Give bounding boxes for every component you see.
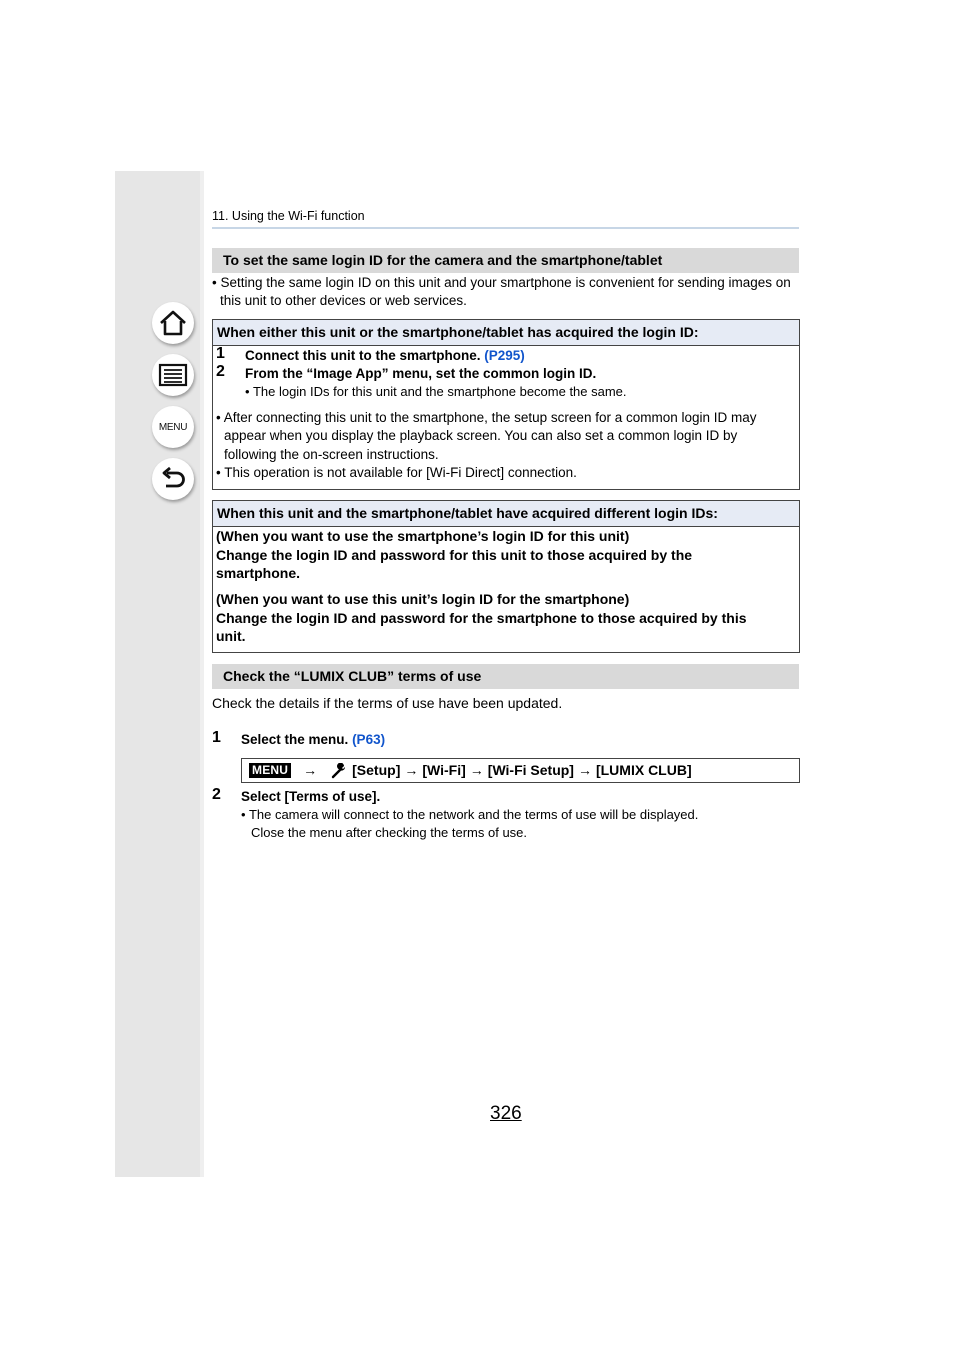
step-bullet-cont: Close the menu after checking the terms of use. [251, 825, 528, 840]
case-heading: (When you want to use the smartphone’s login ID for this unit) [216, 528, 630, 544]
step-text: Connect this unit to the smartphone. (P295) [245, 348, 525, 363]
wrench-icon [331, 763, 347, 779]
case-text: smartphone. [216, 565, 301, 581]
case-text: Change the login ID and password for the smartphone to those acquired by this [216, 610, 747, 626]
arrow: → [469, 762, 484, 778]
intro-text: Check the details if the terms of use have been updated. [212, 695, 563, 711]
chapter-header: 11. Using the Wi-Fi function [212, 209, 365, 223]
step-bullet: • The login IDs for this unit and the smartphone become the same. [245, 384, 627, 399]
arrow: → [404, 762, 419, 778]
box-title: When either this unit or the smartphone/tablet has acquired the login ID: [213, 320, 799, 346]
bullet-text-cont: this unit to other devices or web services. [220, 293, 467, 308]
menu-button-label: MENU [158, 421, 188, 433]
step-text: Select the menu. (P63) [241, 732, 386, 747]
path-wifi-setup: [Wi-Fi Setup] [487, 762, 574, 778]
step-number: 1 [216, 345, 225, 362]
return-icon [158, 464, 188, 494]
page-link-p63[interactable]: (P63) [352, 732, 386, 747]
section-title-login-id: To set the same login ID for the camera and the smartphone/tablet [212, 248, 799, 273]
arrow: → [303, 762, 318, 778]
sidebar-edge [200, 171, 204, 1177]
back-button[interactable] [152, 458, 194, 500]
arrow: → [577, 762, 592, 778]
step-bullet: • The camera will connect to the network and the terms of use will be displayed. [241, 807, 699, 822]
home-icon [158, 308, 188, 338]
step-number: 1 [212, 729, 221, 746]
step-number: 2 [216, 363, 225, 380]
box-title: When this unit and the smartphone/tablet have acquired different login IDs: [213, 501, 799, 527]
bullet-text: • Setting the same login ID on this unit and your smartphone is convenient for sending images on [212, 275, 791, 290]
step-text: Select [Terms of use]. [241, 789, 381, 804]
step-number: 2 [212, 786, 221, 803]
note-text: • This operation is not available for [Wi-Fi Direct] connection. [216, 465, 577, 480]
path-lumix-club: [LUMIX CLUB] [595, 762, 692, 778]
case-text: Change the login ID and password for this unit to those acquired by the [216, 547, 693, 563]
page-number: 326 [490, 1103, 522, 1124]
note-text-cont: appear when you display the playback screen. You can also set a common login ID by [224, 428, 738, 443]
section-title-terms: Check the “LUMIX CLUB” terms of use [212, 664, 799, 689]
menu-button[interactable] [152, 406, 194, 448]
menu-badge: MENU [249, 763, 291, 778]
page-link-p295[interactable]: (P295) [484, 348, 525, 363]
note-text-cont: following the on-screen instructions. [224, 447, 439, 462]
case-heading: (When you want to use this unit’s login ID for the smartphone) [216, 591, 630, 607]
home-button[interactable] [152, 302, 194, 344]
note-text: • After connecting this unit to the smartphone, the setup screen for a common login ID may [216, 410, 757, 425]
list-icon [158, 362, 188, 388]
box-different-login [212, 500, 800, 653]
contents-button[interactable] [152, 354, 194, 396]
header-rule [212, 227, 799, 229]
menu-path [241, 758, 800, 783]
case-text: unit. [216, 628, 246, 644]
path-wifi: [Wi-Fi] [422, 762, 466, 778]
step-text: From the “Image App” menu, set the common login ID. [245, 366, 597, 381]
path-setup: [Setup] [352, 762, 401, 778]
